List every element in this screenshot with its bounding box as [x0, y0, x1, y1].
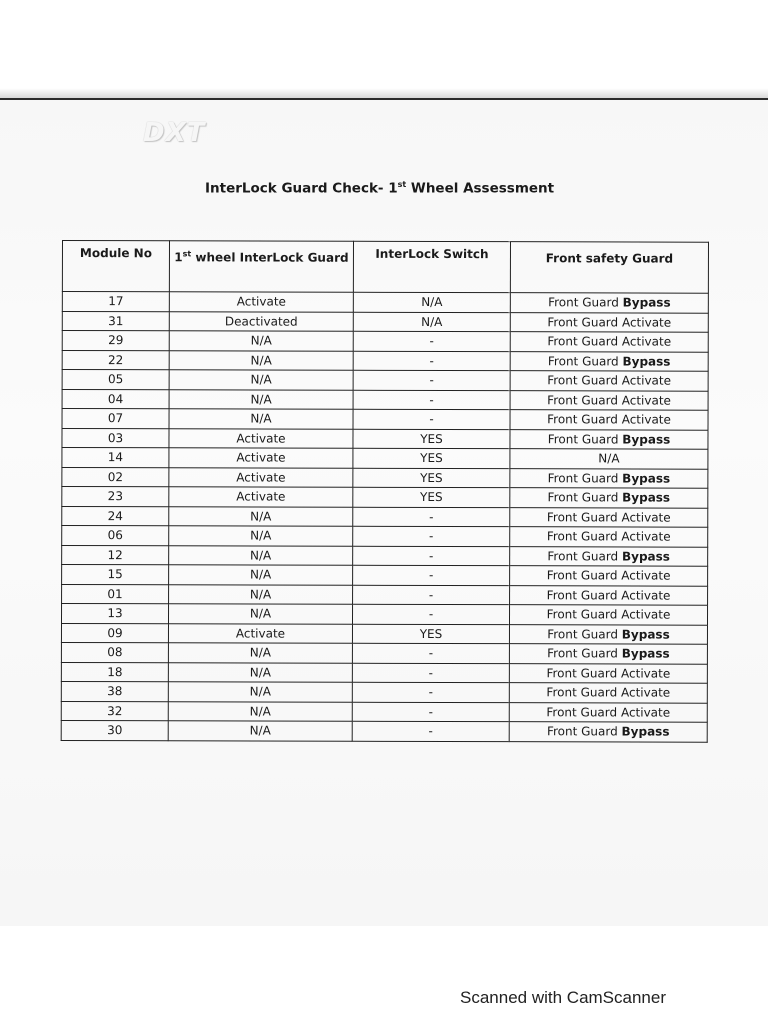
module-no-cell: 01	[62, 584, 169, 604]
module-no-cell: 18	[61, 662, 168, 682]
front-guard-bypass-text: Bypass	[621, 724, 670, 739]
front-safety-guard-cell	[510, 312, 708, 332]
module-no-cell: 30	[61, 720, 168, 740]
interlock-switch-cell: YES	[353, 429, 510, 449]
interlock-switch-cell: -	[353, 565, 510, 585]
front-safety-guard-cell	[510, 488, 708, 508]
interlock-switch-cell: -	[352, 682, 509, 702]
header-wheel-interlock-guard	[169, 241, 353, 292]
wheel-guard-cell: Activate	[169, 467, 353, 487]
front-safety-guard-cell	[509, 722, 707, 742]
document-title	[205, 180, 554, 197]
table-row	[62, 409, 708, 430]
header-wheel-suffix: wheel InterLock Guard	[191, 250, 349, 265]
front-safety-guard-cell	[510, 429, 708, 449]
module-no-cell: 38	[61, 681, 168, 701]
front-guard-text: Front Guard	[548, 295, 623, 310]
wheel-guard-cell: N/A	[168, 682, 352, 702]
front-safety-guard-cell	[510, 585, 708, 605]
table-row	[61, 701, 707, 722]
module-no-cell: 09	[61, 623, 168, 643]
wheel-guard-cell: N/A	[169, 565, 353, 585]
wheel-guard-cell: Deactivated	[169, 311, 353, 331]
table-row	[62, 487, 708, 508]
interlock-switch-cell: -	[353, 409, 510, 429]
wheel-guard-cell: N/A	[169, 545, 353, 565]
front-guard-text: Front Guard Activate	[546, 607, 671, 622]
interlock-switch-cell: -	[352, 643, 509, 663]
front-guard-text: Front Guard Activate	[547, 373, 672, 388]
front-safety-guard-cell	[510, 527, 708, 547]
wheel-guard-cell: N/A	[169, 331, 353, 351]
front-guard-text: Front Guard	[547, 354, 623, 369]
interlock-switch-cell: YES	[353, 487, 510, 507]
front-guard-bypass-text: Bypass	[621, 627, 670, 642]
header-wheel-superscript: st	[182, 249, 192, 259]
interlock-switch-cell: YES	[353, 468, 510, 488]
front-safety-guard-cell	[509, 702, 707, 722]
front-guard-text: Front Guard Activate	[547, 412, 671, 427]
front-safety-guard-cell	[509, 624, 707, 644]
table-row	[62, 545, 708, 566]
wheel-guard-cell: N/A	[168, 701, 352, 721]
header-wheel-prefix: 1	[174, 250, 183, 265]
front-guard-text: Front Guard Activate	[547, 334, 672, 349]
module-no-cell: 29	[62, 331, 169, 351]
table-row	[61, 623, 707, 644]
wheel-guard-cell: Activate	[169, 487, 353, 507]
table-row	[62, 350, 708, 371]
front-guard-text: N/A	[598, 451, 620, 466]
module-no-cell: 04	[62, 389, 169, 409]
header-interlock-switch: InterLock Switch	[353, 241, 510, 292]
module-no-cell: 31	[62, 311, 169, 331]
scan-background-top	[0, 0, 768, 98]
front-safety-guard-cell	[510, 390, 708, 410]
module-no-cell: 32	[61, 701, 168, 721]
front-guard-text: Front Guard	[547, 549, 623, 564]
module-no-cell: 24	[62, 506, 169, 526]
front-guard-text: Front Guard Activate	[546, 510, 671, 525]
front-safety-guard-cell	[510, 351, 708, 371]
module-no-cell: 03	[62, 428, 169, 448]
wheel-guard-cell: Activate	[169, 428, 353, 448]
assessment-table	[61, 240, 709, 742]
title-superscript: st	[397, 180, 407, 189]
front-safety-guard-cell	[510, 546, 708, 566]
front-safety-guard-cell	[510, 371, 708, 391]
wheel-guard-cell: N/A	[168, 604, 352, 624]
module-no-cell: 17	[62, 292, 169, 312]
table-row	[61, 604, 707, 625]
front-guard-bypass-text: Bypass	[622, 432, 671, 447]
front-guard-bypass-text: Bypass	[621, 646, 670, 661]
module-no-cell: 06	[62, 526, 169, 546]
front-guard-text: Front Guard Activate	[546, 705, 671, 720]
front-guard-text: Front Guard Activate	[546, 568, 671, 583]
front-safety-guard-cell	[510, 566, 708, 586]
front-safety-guard-cell	[509, 663, 707, 683]
interlock-switch-cell: -	[353, 585, 510, 605]
module-no-cell: 15	[62, 565, 169, 585]
front-guard-bypass-text: Bypass	[622, 295, 671, 310]
table-row	[62, 389, 708, 410]
front-safety-guard-cell	[510, 332, 708, 352]
module-no-cell: 13	[61, 604, 168, 624]
assessment-table-container	[61, 240, 708, 742]
interlock-switch-cell: -	[352, 604, 509, 624]
interlock-switch-cell: N/A	[353, 312, 510, 332]
wheel-guard-cell: N/A	[169, 350, 353, 370]
table-row	[62, 448, 708, 469]
interlock-switch-cell: -	[352, 663, 509, 683]
wheel-guard-cell: N/A	[169, 389, 353, 409]
front-guard-bypass-text: Bypass	[622, 490, 671, 505]
wheel-guard-cell: N/A	[169, 409, 353, 429]
embossed-logo: DXT	[143, 118, 206, 148]
interlock-switch-cell: -	[353, 507, 510, 527]
interlock-switch-cell: -	[353, 526, 510, 546]
table-row	[62, 292, 708, 313]
front-guard-bypass-text: Bypass	[622, 354, 671, 369]
front-guard-text: Front Guard Activate	[546, 666, 671, 681]
front-safety-guard-cell	[509, 644, 707, 664]
interlock-switch-cell: -	[353, 546, 510, 566]
interlock-switch-cell: -	[353, 331, 510, 351]
title-prefix: InterLock Guard Check- 1	[205, 180, 398, 197]
header-front-safety-guard: Front safety Guard	[510, 242, 708, 294]
module-no-cell: 08	[61, 642, 168, 662]
front-safety-guard-cell	[510, 293, 708, 313]
table-row	[62, 526, 708, 547]
front-guard-text: Front Guard	[547, 646, 622, 661]
front-guard-text: Front Guard Activate	[547, 315, 672, 330]
front-safety-guard-cell	[510, 449, 708, 469]
interlock-switch-cell: -	[353, 390, 510, 410]
interlock-switch-cell: -	[352, 702, 509, 722]
front-guard-text: Front Guard Activate	[547, 393, 671, 408]
front-safety-guard-cell	[510, 507, 708, 527]
front-guard-text: Front Guard	[547, 490, 623, 505]
front-safety-guard-cell	[509, 605, 707, 625]
table-row	[62, 428, 708, 449]
scan-background-bottom	[0, 926, 768, 1024]
wheel-guard-cell: N/A	[169, 584, 353, 604]
table-row	[62, 565, 708, 586]
table-row	[62, 584, 708, 605]
front-guard-text: Front Guard Activate	[546, 529, 671, 544]
module-no-cell: 14	[62, 448, 169, 468]
module-no-cell: 23	[62, 487, 169, 507]
table-row	[61, 662, 707, 683]
title-suffix: Wheel Assessment	[406, 180, 555, 197]
front-guard-text: Front Guard	[547, 627, 622, 642]
header-module-no: Module No	[62, 241, 169, 292]
wheel-guard-cell: N/A	[168, 643, 352, 663]
table-header-row	[62, 241, 708, 294]
module-no-cell: 22	[62, 350, 169, 370]
front-guard-text: Front Guard	[546, 724, 622, 739]
wheel-guard-cell: N/A	[169, 526, 353, 546]
interlock-switch-cell: -	[353, 351, 510, 371]
wheel-guard-cell: Activate	[169, 448, 353, 468]
interlock-switch-cell: -	[353, 370, 510, 390]
table-row	[62, 311, 708, 332]
module-no-cell: 05	[62, 370, 169, 390]
wheel-guard-cell: N/A	[168, 721, 352, 741]
module-no-cell: 12	[62, 545, 169, 565]
module-no-cell: 02	[62, 467, 169, 487]
wheel-guard-cell: N/A	[169, 370, 353, 390]
table-row	[62, 331, 708, 352]
front-guard-text: Front Guard Activate	[546, 685, 671, 700]
front-guard-bypass-text: Bypass	[622, 471, 671, 486]
wheel-guard-cell: Activate	[168, 623, 352, 643]
table-row	[61, 720, 707, 741]
table-body	[61, 292, 708, 742]
table-row	[61, 642, 707, 663]
front-safety-guard-cell	[509, 683, 707, 703]
interlock-switch-cell: -	[352, 721, 509, 741]
table-row	[62, 467, 708, 488]
front-guard-text: Front Guard	[547, 471, 623, 486]
interlock-switch-cell: YES	[352, 624, 509, 644]
wheel-guard-cell: N/A	[169, 506, 353, 526]
module-no-cell: 07	[62, 409, 169, 429]
table-row	[62, 506, 708, 527]
table-row	[61, 681, 707, 702]
interlock-switch-cell: YES	[353, 448, 510, 468]
front-safety-guard-cell	[510, 468, 708, 488]
table-row	[62, 370, 708, 391]
interlock-switch-cell: N/A	[353, 292, 510, 312]
front-guard-bypass-text: Bypass	[621, 549, 670, 564]
wheel-guard-cell: N/A	[168, 662, 352, 682]
scanner-watermark: Scanned with CamScanner	[460, 988, 667, 1007]
front-safety-guard-cell	[510, 410, 708, 430]
wheel-guard-cell: Activate	[169, 292, 353, 312]
front-guard-text: Front Guard Activate	[546, 588, 671, 603]
front-guard-text: Front Guard	[547, 432, 623, 447]
